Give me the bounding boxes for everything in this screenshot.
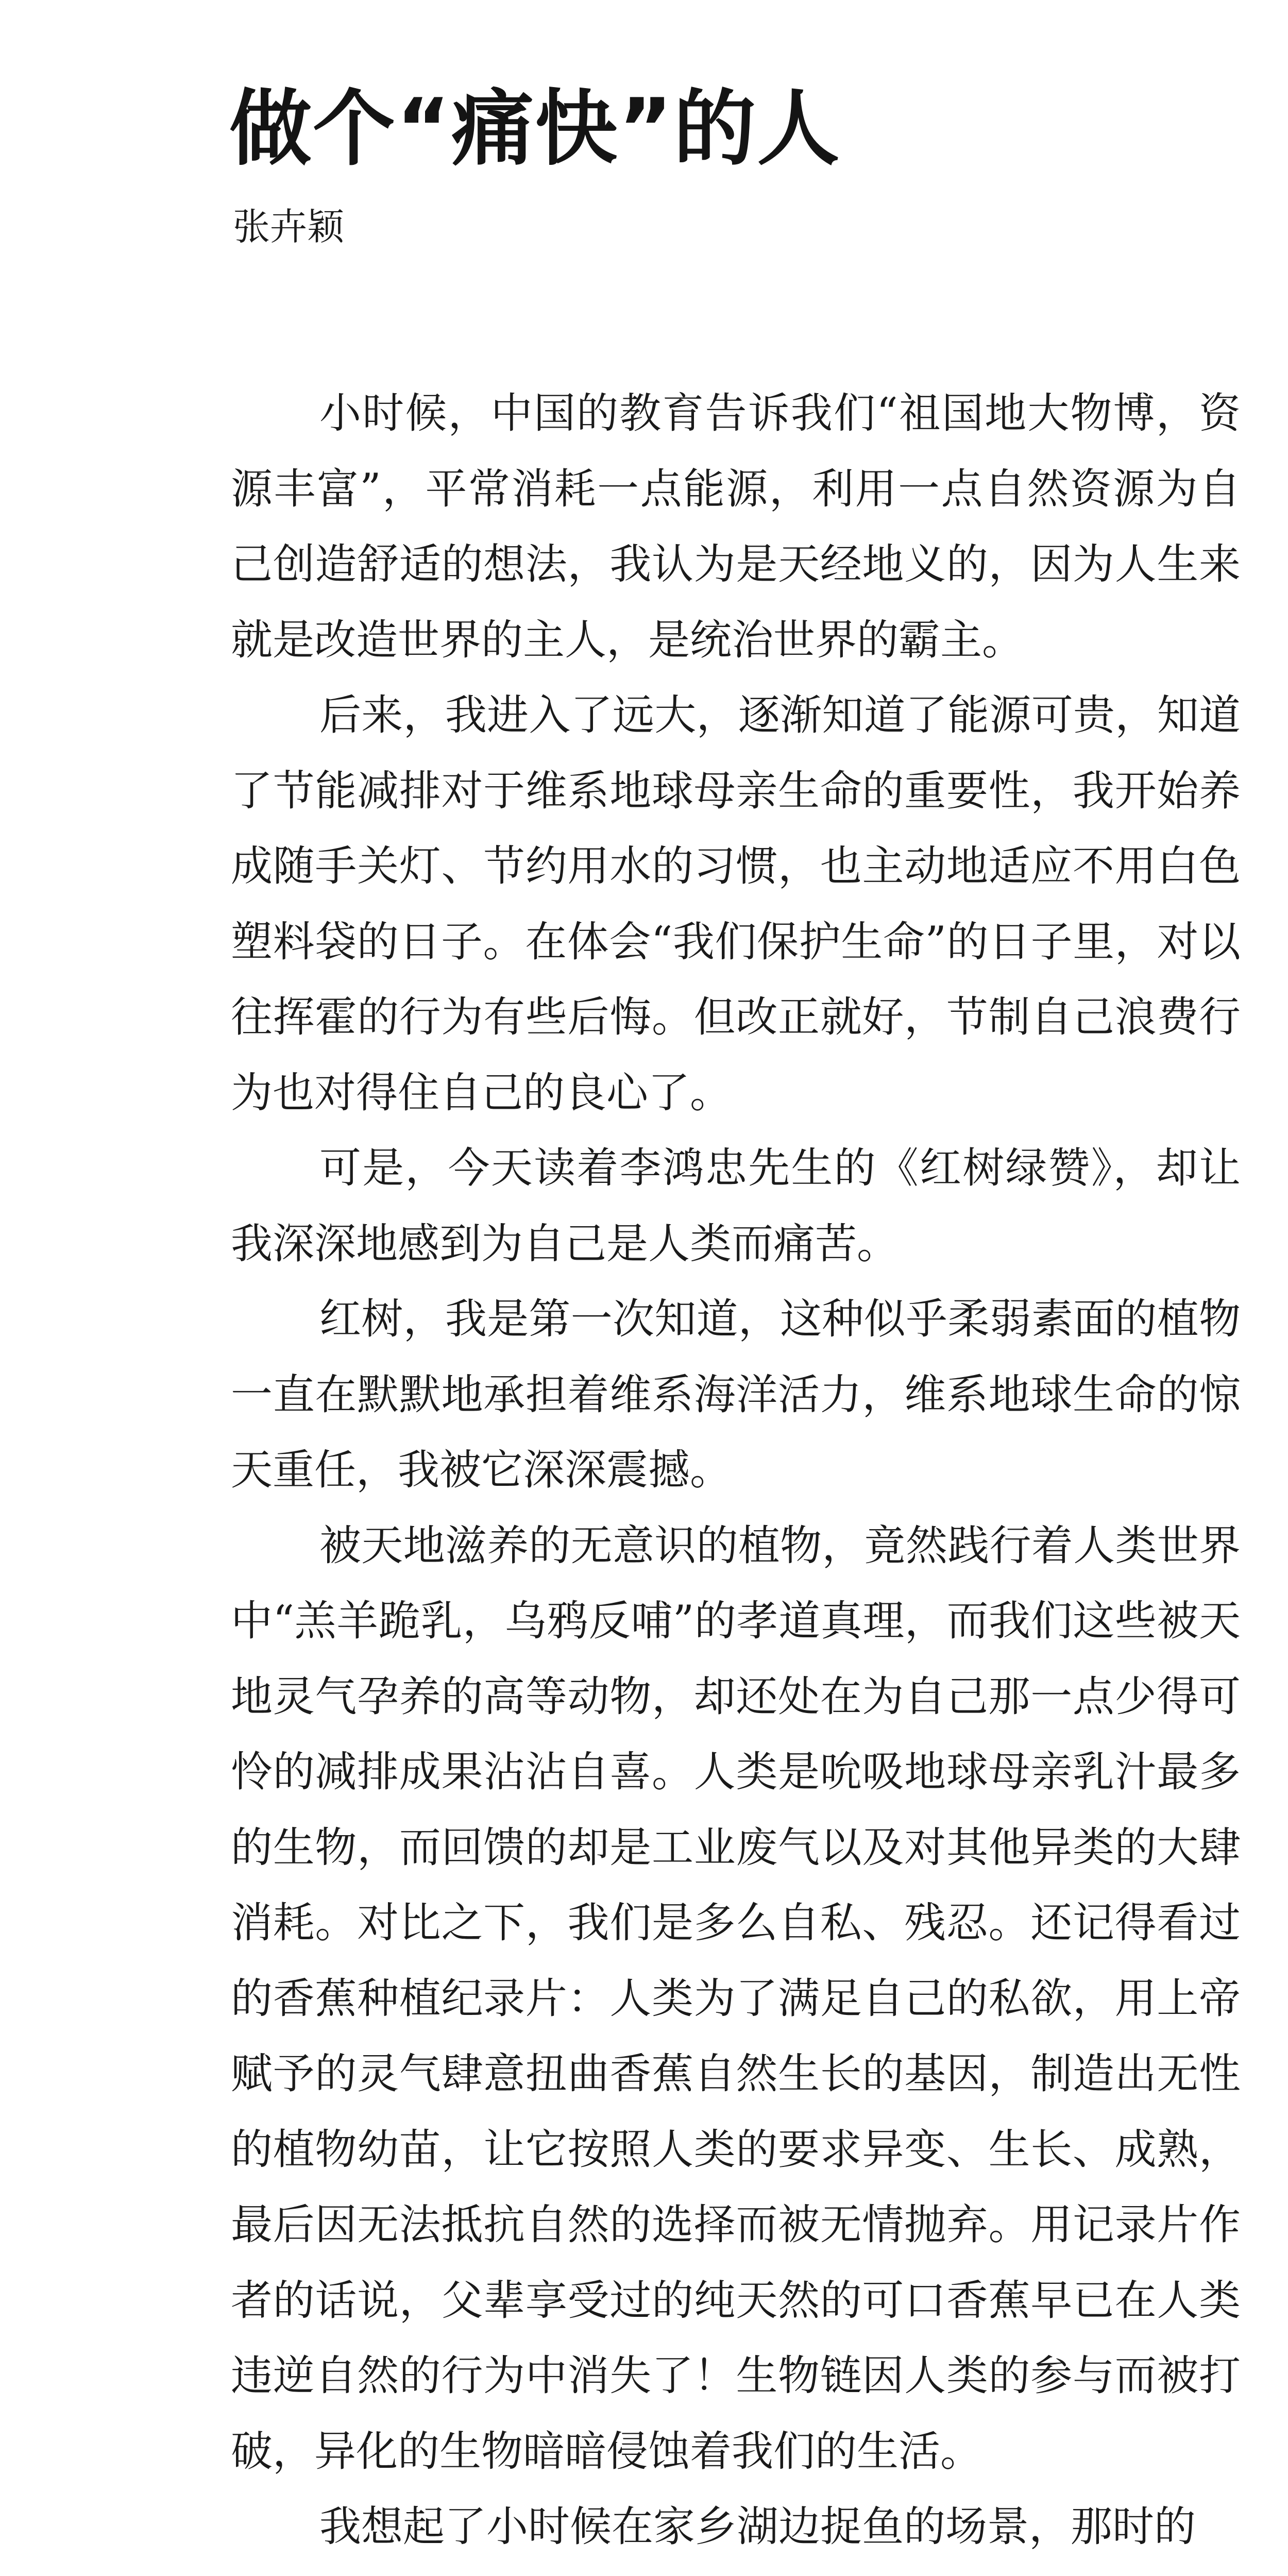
article-author: 张卉颖 [233, 205, 345, 248]
body-paragraph: 小时候，中国的教育告诉我们“祖国地大物博，资源丰富”，平常消耗一点能源，利用一点自然资源为自己创造舒适的想法，我认为是天经地义的，因为人生来就是改造世界的主人，是统治世界的霸主。 [231, 389, 1241, 665]
article-title: 做个“痛快”的人 [229, 80, 841, 177]
body-paragraph: 可是，今天读着李鸿忠先生的《红树绿赞》，却让我深深地感到为自己是人类而痛苦。 [231, 1144, 1241, 1268]
article-body [231, 376, 1241, 2565]
body-paragraph: 我想起了小时候在家乡湖边捉鱼的场景，那时的 [319, 2503, 1196, 2551]
body-paragraph: 被天地滋养的无意识的植物，竟然践行着人类世界中“羔羊跪乳，乌鸦反哺”的孝道真理，而我们这些被天地灵气孕养的高等动物，却还处在为自己那一点少得可怜的减排成果沾沾自喜。人类是吮吸地球母亲乳汁最多的生物，而回馈的却是工业废气以及对其他异类的大肆消耗。对比之下，我们是多么自私、残忍。还记得看过的香蕉种植纪录片：人类为了满足自己的私欲，用上帝赋予的灵气肆意扭曲香蕉自然生长的基因，制造出无性的植物幼苗，让它按照人类的要求异变、生长、成熟，最后因无法抵抗自然的选择而被无情抛弃。用记录片作者的话说，父辈享受过的纯天然的可口香蕉早已在人类违逆自然的行为中消失了！生物链因人类的参与而被打破，异化的生物暗暗侵蚀着我们的生活。 [231, 1521, 1241, 2476]
body-paragraph: 红树，我是第一次知道，这种似乎柔弱素面的植物一直在默默地承担着维系海洋活力，维系地球生命的惊天重任，我被它深深震撼。 [231, 1295, 1241, 1495]
body-paragraph: 后来，我进入了远大，逐渐知道了能源可贵，知道了节能减排对于维系地球母亲生命的重要性，我开始养成随手关灯、节约用水的习惯，也主动地适应不用白色塑料袋的日子。在体会“我们保护生命”的日子里，对以往挥霍的行为有些后悔。但改正就好，节制自己浪费行为也对得住自己的良心了。 [231, 691, 1241, 1117]
